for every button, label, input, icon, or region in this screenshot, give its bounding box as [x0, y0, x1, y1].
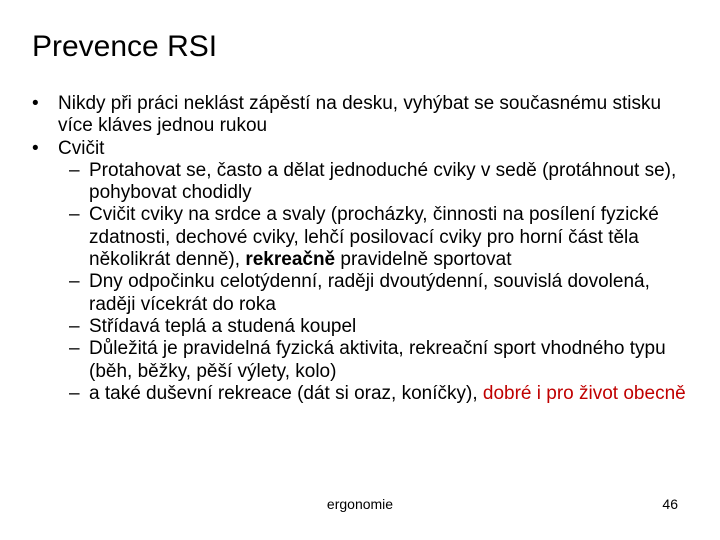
slide-title: Prevence RSI	[32, 30, 218, 63]
sub-bullet-text: Střídavá teplá a studená koupel	[89, 315, 357, 337]
sub-bullet-item	[32, 271, 692, 316]
bullet-item	[32, 93, 692, 138]
bullet-text: Nikdy při práci neklást zápěstí na desku, vyhýbat se současnému stisku více kláves jednou rukou	[58, 93, 662, 137]
sub-bullet-text-part: pravidelně sportovat	[335, 249, 512, 271]
red-emphasis: dobré i pro život obecně	[482, 382, 686, 404]
footer-label: ergonomie	[326, 496, 394, 512]
sub-bullet-text: Dny odpočinku celotýdenní, raději dvoutýdenní, souvislá dovolená, raději vícekrát do roka	[89, 271, 650, 315]
dash-marker: –	[69, 315, 80, 337]
sub-bullet-item	[32, 316, 692, 338]
sub-bullet-text-part: a také duševní rekreace (dát si oraz, koníčky),	[89, 382, 483, 404]
sub-bullet-text: Důležitá je pravidelná fyzická aktivita, rekreační sport vhodného typu (běh, běžky, pěší výlety, kolo)	[89, 338, 666, 382]
sub-bullet-item	[32, 204, 692, 271]
dash-marker: –	[69, 382, 80, 404]
sub-bullet-text: Protahovat se, často a dělat jednoduché cviky v sedě (protáhnout se), pohybovat chodidly	[89, 159, 677, 204]
dash-marker: –	[69, 338, 80, 360]
sub-bullet-text	[89, 383, 686, 404]
sub-bullet-text	[89, 204, 659, 270]
dash-marker: –	[69, 159, 80, 181]
sub-bullet-text-part: Cvičit cviky na srdce a svaly (procházky, činnosti na posílení fyzické zdatnosti, dechové cviky, lehčí posilovací cviky pro horní část těla několikrát denně),	[89, 204, 659, 271]
slide-content	[32, 93, 692, 405]
bullet-marker: •	[32, 137, 39, 159]
dash-marker: –	[69, 271, 80, 293]
dash-marker: –	[69, 204, 80, 226]
bullet-text: Cvičit	[58, 137, 105, 159]
bold-emphasis: rekreačně	[245, 249, 336, 271]
sub-bullet-item	[32, 338, 692, 383]
bullet-marker: •	[32, 93, 39, 114]
sub-bullet-item	[32, 160, 692, 205]
sub-bullet-item	[32, 383, 692, 405]
page-number: 46	[662, 496, 678, 512]
bullet-item	[32, 138, 692, 160]
